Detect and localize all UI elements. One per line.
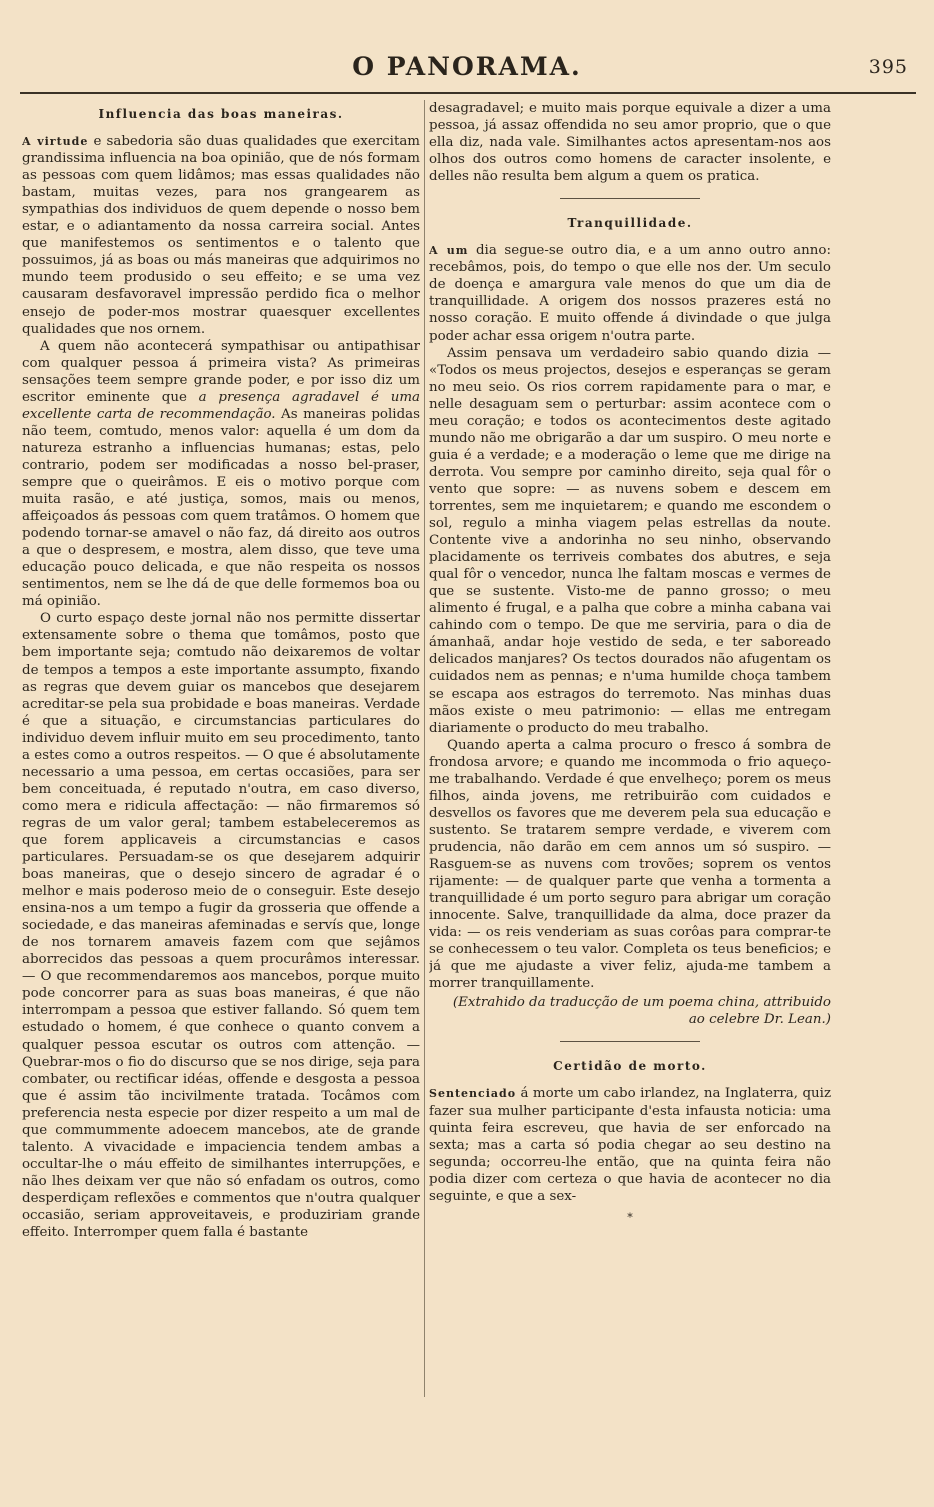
citation: (Extrahido da traducção de um poema china, attribuido ao celebre Dr. Lean.) bbox=[452, 995, 831, 1028]
section-rule bbox=[560, 198, 700, 199]
paragraph bbox=[429, 1085, 831, 1204]
paragraph bbox=[22, 133, 420, 338]
article-title-tranquillidade: Tranquillidade. bbox=[567, 216, 693, 231]
paragraph: Assim pensava um verdadeiro sabio quando dizia — «Todos os meus projectos, desejos e esperanças se geram no meu seio. Os rios correm rapidamente para o mar, e nelle desaguam sem o perturbar: assim acontece com o meu coração; e todos os acontecimentos deste agitado mundo não me obrigarão a dar um suspiro. O meu norte e guia é a verdade; e a moderação o leme que me dirige na derrota. Vou sempre por caminho direito, seja qual fôr o vento que sopre: — as nuvens sobem e descem em torrentes, sem me inquietarem; e quando me escondem o sol, regulo a minha viagem pelas estrellas da noute. Contente vive a andorinha no seu ninho, observando placidamente os terriveis combates dos abutres, e seja qual fôr o vencedor, nunca lhe faltam moscas e vermes de que se sustente. Visto-me de panno grosso; o meu alimento é frugal, e a palha que cobre a minha cabana vai cahindo com o tempo. De que me serviria, para o dia de ámanhaã, andar hoje vestido de seda, e ter saboreado delicados manjares? Os tectos dourados não afugentam os cuidados nem as pennas; e n'uma humilde choça tambem se escapa aos estragos do terremoto. Nas minhas duas mãos existe o meu patrimonio: — ellas me entregam diariamente o producto do meu trabalho. bbox=[429, 345, 831, 736]
page-number: 395 bbox=[868, 56, 908, 78]
paragraph-text: á morte um cabo irlandez, na Inglaterra, quiz fazer sua mulher participante d'esta infausta noticia: uma quinta feira escreveu, que havia de ser enforcado na sexta; mas a carta só podia chegar ao seu destino na segunda; occorreu-lhe então, que na quinta feira não podia dizer com certeza o que havia de acontecer no dia seguinte, e que a sex- bbox=[429, 1086, 831, 1204]
right-column bbox=[429, 100, 831, 1489]
lead-in: Sentenciado bbox=[429, 1087, 517, 1101]
paragraph-text: dia segue-se outro dia, e a um anno outro anno: recebâmos, pois, do tempo o que elle nos der. Um seculo de doença e amargura vale menos do que um dia de tranquillidade. A origem dos nossos prazeres está no nosso coração. E muito offende á divindade o que julga poder achar essa origem n'outra parte. bbox=[429, 243, 831, 344]
article-title-certidao: Certidão de morto. bbox=[553, 1059, 707, 1074]
quotation: a presença agradavel é uma excellente carta de recommendação. bbox=[22, 389, 420, 422]
paragraph: desagradavel; e muito mais porque equivale a dizer a uma pessoa, já assaz offendida no seu amor proprio, que o que ella diz, nada vale. Similhantes actos apresentam-nos aos olhos dos outros como homens de caracter insolente, e delles não resulta bem algum a quem os pratica. bbox=[429, 101, 831, 185]
page-header bbox=[22, 52, 912, 92]
left-column bbox=[22, 100, 420, 1489]
article-title-boas-maneiras: Influencia das boas maneiras. bbox=[98, 107, 344, 121]
signature-mark: * bbox=[627, 1210, 633, 1224]
paragraph bbox=[429, 242, 831, 344]
paragraph-text: A quem não acontecerá sympathisar ou antipathisar com qualquer pessoa á primeira vista? As primeiras sensações teem sempre grande poder, e por isso diz um escritor eminente que bbox=[22, 338, 420, 405]
header-rule bbox=[20, 92, 916, 94]
paragraph-text: e sabedoria são duas qualidades que exercitam grandissima influencia na boa opinião, que de nós formam as pessoas com quem lidâmos; mas essas qualidades não bastam, muitas vezes, para nos grangearem as sympathias dos individuos de quem depende o nosso bem estar, e o adiantamento da nossa carreira social. Antes que manifestemos os sentimentos e o talento que possuimos, já as boas ou más maneiras que adquirimos no mundo teem produsido o seu effeito; e se uma vez causaram desfavoravel impressão perdido fica o melhor ensejo de poder-mos mostrar quaesquer excellentes qualidades que nos ornem. bbox=[22, 134, 420, 337]
column-divider bbox=[424, 100, 425, 1397]
paragraph: O curto espaço deste jornal não nos permitte dissertar extensamente sobre o thema que tomâmos, posto que bem importante seja; comtudo não deixaremos de voltar de tempos a tempos a este importante assumpto, fixando as regras que devem guiar os mancebos que desejarem acreditar-se pela sua probidade e boas maneiras. Verdade é que a situação, e circumstancias particulares do individuo devem influir muito em seu procedimento, tanto a estes como a outros respeitos. — O que é absolutamente necessario a uma pessoa, em certas occasiões, para ser bem conceituada, é reputado n'outra, em caso diverso, como mera e ridicula affectação: — não firmaremos só regras de um valor geral; tambem estabeleceremos as que forem applicaveis a circumstancias e casos particulares. Persuadam-se os que desejarem adquirir boas maneiras, que o desejo sincero de agradar é o melhor e mais poderoso meio de o conseguir. Este desejo ensina-nos a um tempo a fugir da grosseria que offende a sociedade, e das maneiras afeminadas e servís que, longe de nos tornarem amaveis fazem com que sejâmos aborrecidos das pessoas a quem procurâmos interessar. — O que recommendaremos aos mancebos, porque muito pode concorrer para as suas boas maneiras, é que não interrompam a pessoa que estiver fallando. Só quem tem estudado o homem, é que conhece o quanto convem a qualquer pessoa escutar os outros com attenção. — Quebrar-mos o fio do discurso que se nos dirige, seja para combater, ou rectificar idéas, offende e desgosta a pessoa que é assim tão incivilmente tratada. Tocâmos com preferencia nesta especie por dizer respeito a um mal de que commummente adoecem mancebos, ate de grande talento. A vivacidade e impaciencia tendem ambas a occultar-lhe o máu effeito de similhantes interrupções, e não lhes deixam ver que não só enfadam os outros, como desperdiçam reflexões e commentos que n'outra qualquer occasião, seriam approveitaveis, e produziriam grande effeito. Interromper quem falla é bastante bbox=[22, 611, 420, 1241]
section-rule bbox=[560, 1041, 700, 1042]
masthead-title: O PANORAMA. bbox=[352, 52, 582, 81]
paragraph bbox=[22, 338, 420, 611]
paragraph: Quando aperta a calma procuro o fresco á sombra de frondosa arvore; e quando me incommoda o frio aqueço-me trabalhando. Verdade é que envelheço; porem os meus filhos, ainda jovens, me retribuirão com cuidados e desvellos os favores que me deverem pela sua educação e sustento. Se tratarem sempre verdade, e viverem com prudencia, não darão em cem annos um só suspiro. — Rasguem-se as nuvens com trovões; soprem os ventos rijamente: — de qualquer parte que venha a tormenta a tranquillidade é um porto seguro para abrigar um coração innocente. Salve, tranquillidade da alma, doce prazer da vida: — os reis venderiam as suas corôas para comprar-te se conhecessem o teu valor. Completa os teus beneficios; e já que me ajudaste a viver feliz, ajuda-me tambem a morrer tranquillamente. bbox=[429, 737, 831, 992]
paragraph-text: As maneiras polidas não teem, comtudo, menos valor: aquella é um dom da natureza estranho a influencias humanas; estas, pelo contrario, podem ser modificadas a nosso bel-praser, sempre que o queirâmos. E eis o motivo porque com muita rasão, e até justiça, somos, mais ou menos, affeiçoados ás pessoas com quem tratâmos. O homem que podendo tornar-se amavel o não faz, dá direito aos outros a que o despresem, e mostra, alem disso, que teve uma educação pouco delicada, e que não respeita os nossos sentimentos, nem se lhe dá de que delle formemos boa ou má opinião. bbox=[22, 406, 420, 610]
lead-in: A virtude bbox=[22, 135, 89, 149]
lead-in: A um bbox=[429, 244, 469, 258]
